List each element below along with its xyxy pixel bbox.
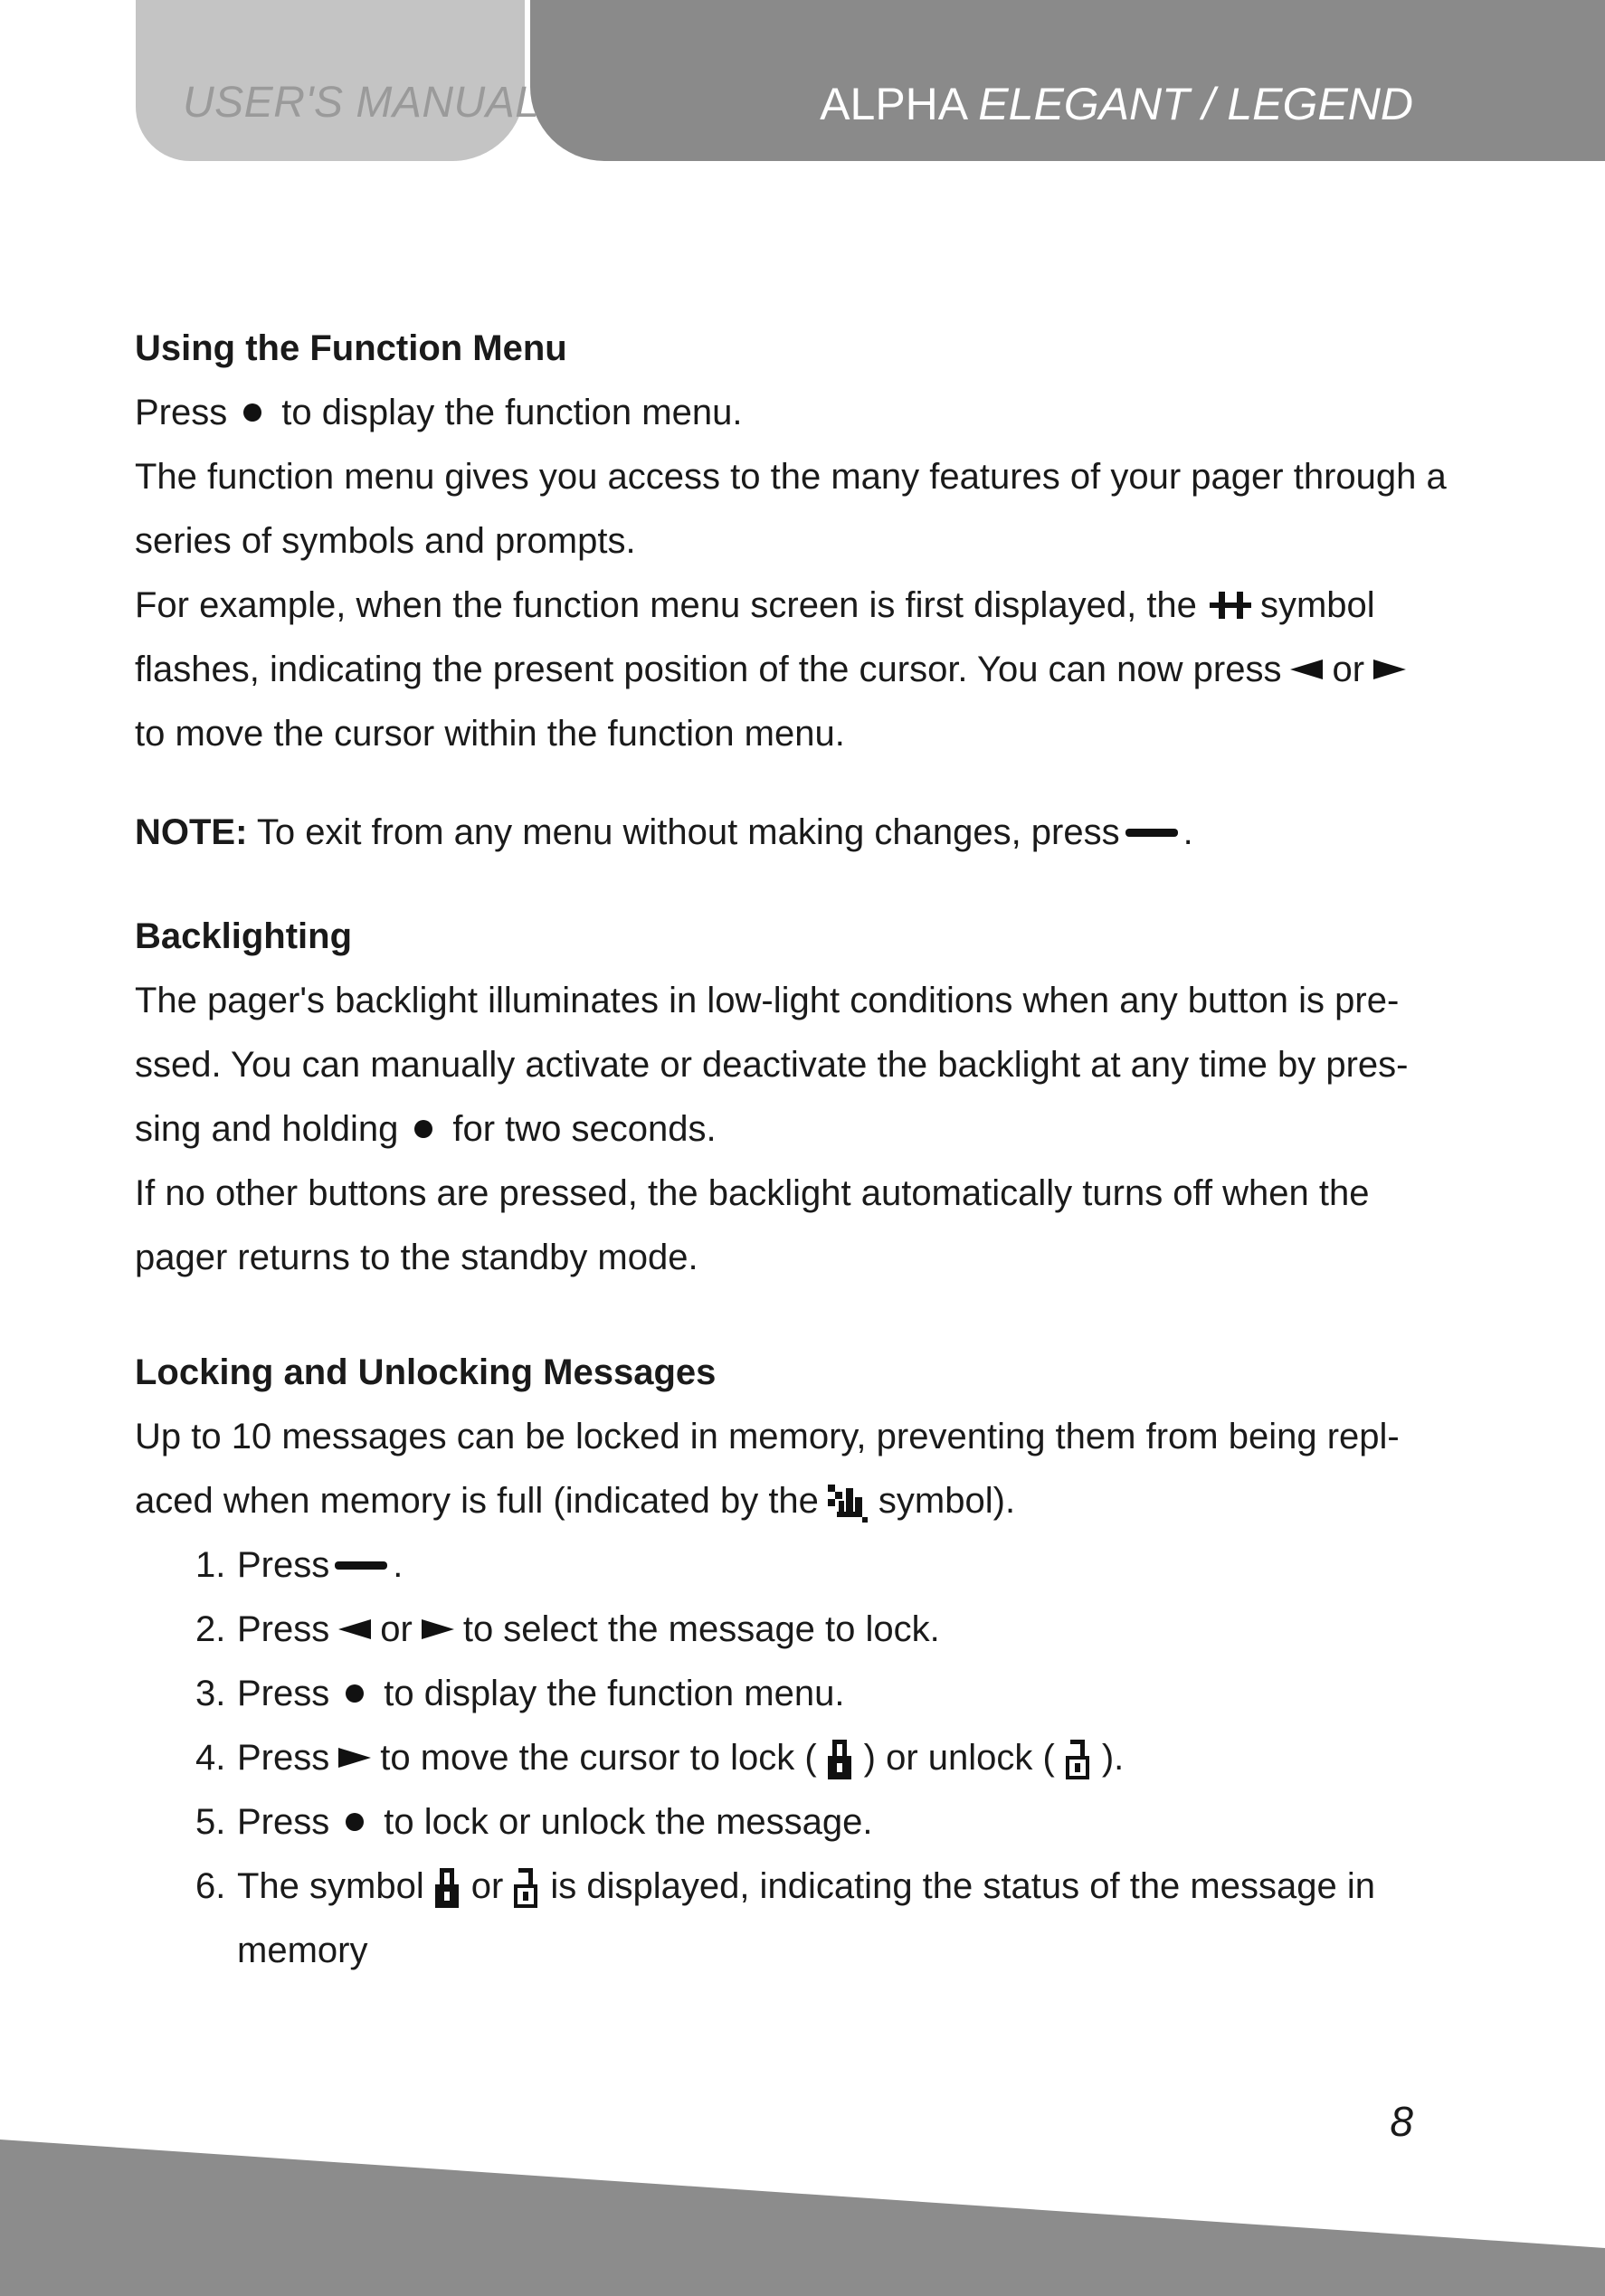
text: The pager's backlight illuminates in low-light conditions when any button is pre-ssed. You can manually activate or deactivate the backlight at any time by pres-sing and holding [135,981,1409,1149]
text: to move the cursor to lock ( [380,1738,817,1778]
text: . [1182,812,1193,852]
list-item [195,1662,1465,1726]
section-title-function-menu: Using the Function Menu [135,328,567,368]
text: ) or unlock ( [863,1738,1055,1778]
manual-label: USER'S MANUAL [183,79,540,127]
paragraph: The function menu gives you access to the many features of your pager through a series of symbols and prompts. [135,457,1447,561]
list-item [195,1790,1465,1855]
unlock-icon [512,1866,539,1910]
text: To exit from any menu without making changes, press [256,812,1120,852]
page-number: 8 [1390,2098,1413,2145]
list-item [195,1598,1465,1662]
list-item [195,1726,1465,1790]
text: Up to 10 messages can be locked in memory, preventing them from being repl-aced when memory is full (indicated by the [135,1417,1400,1521]
page-content [135,317,1465,1983]
filled-dot-icon [414,1120,432,1138]
text: or [1332,650,1365,689]
text: Press [237,1545,330,1585]
text: Press [237,1738,330,1778]
step-number: 4. [195,1738,226,1778]
text: ). [1101,1738,1125,1778]
product-label [820,78,1413,130]
text: to select the message to lock. [462,1609,940,1649]
text: to display the function menu. [281,393,743,432]
memory-full-icon [828,1481,868,1524]
lock-icon [826,1738,853,1781]
text: is displayed, indicating the status of the message in memory [237,1866,1375,1970]
left-arrow-icon [1290,659,1323,679]
product-brand: ALPHA [820,79,966,129]
text: Press [135,393,228,432]
right-arrow-icon [338,1748,371,1768]
note-label: NOTE: [135,812,248,852]
list-item [195,1533,1465,1598]
filled-dot-icon [243,403,261,422]
text: . [393,1545,404,1585]
cursor-symbol-icon [1210,592,1251,619]
paragraph [135,969,1465,1162]
footer-band [0,2081,1605,2296]
section-title-locking: Locking and Unlocking Messages [135,1352,717,1392]
text: Press [237,1674,330,1713]
step-number: 1. [195,1545,226,1585]
note [135,801,1465,865]
text: Press [237,1609,330,1649]
product-models: ELEGANT / LEGEND [978,79,1413,129]
step-number: 6. [195,1866,226,1906]
right-arrow-icon [422,1619,454,1639]
dash-button-icon [1125,829,1178,837]
text: to move the cursor within the function menu. [135,714,845,754]
step-number: 2. [195,1609,226,1649]
page-header [0,0,1605,163]
step-number: 3. [195,1674,226,1713]
page-footer [0,2081,1605,2296]
step-number: 5. [195,1802,226,1842]
filled-dot-icon [346,1813,364,1831]
text: symbol). [878,1481,1016,1521]
text: symbol flashes, indicating the present position of the cursor. You can now press [135,585,1375,689]
text: The symbol [237,1866,424,1906]
steps-list [135,1533,1465,1983]
list-item [195,1855,1465,1983]
left-arrow-icon [338,1619,371,1639]
dash-button-icon [335,1561,387,1570]
text: to display the function menu. [384,1674,845,1713]
text: Press [237,1802,330,1842]
paragraph [135,574,1465,766]
paragraph [135,381,1465,445]
text: or [380,1609,413,1649]
text: or [470,1866,504,1906]
unlock-icon [1064,1738,1091,1781]
right-arrow-icon [1373,659,1406,679]
filled-dot-icon [346,1684,364,1703]
text: for two seconds. [452,1109,717,1149]
paragraph: If no other buttons are pressed, the backlight automatically turns off when the pager returns to the standby mode. [135,1173,1370,1277]
text: For example, when the function menu screen is first displayed, the [135,585,1197,625]
text: to lock or unlock the message. [384,1802,873,1842]
lock-icon [433,1866,461,1910]
section-title-backlighting: Backlighting [135,916,353,956]
paragraph [135,1405,1465,1533]
